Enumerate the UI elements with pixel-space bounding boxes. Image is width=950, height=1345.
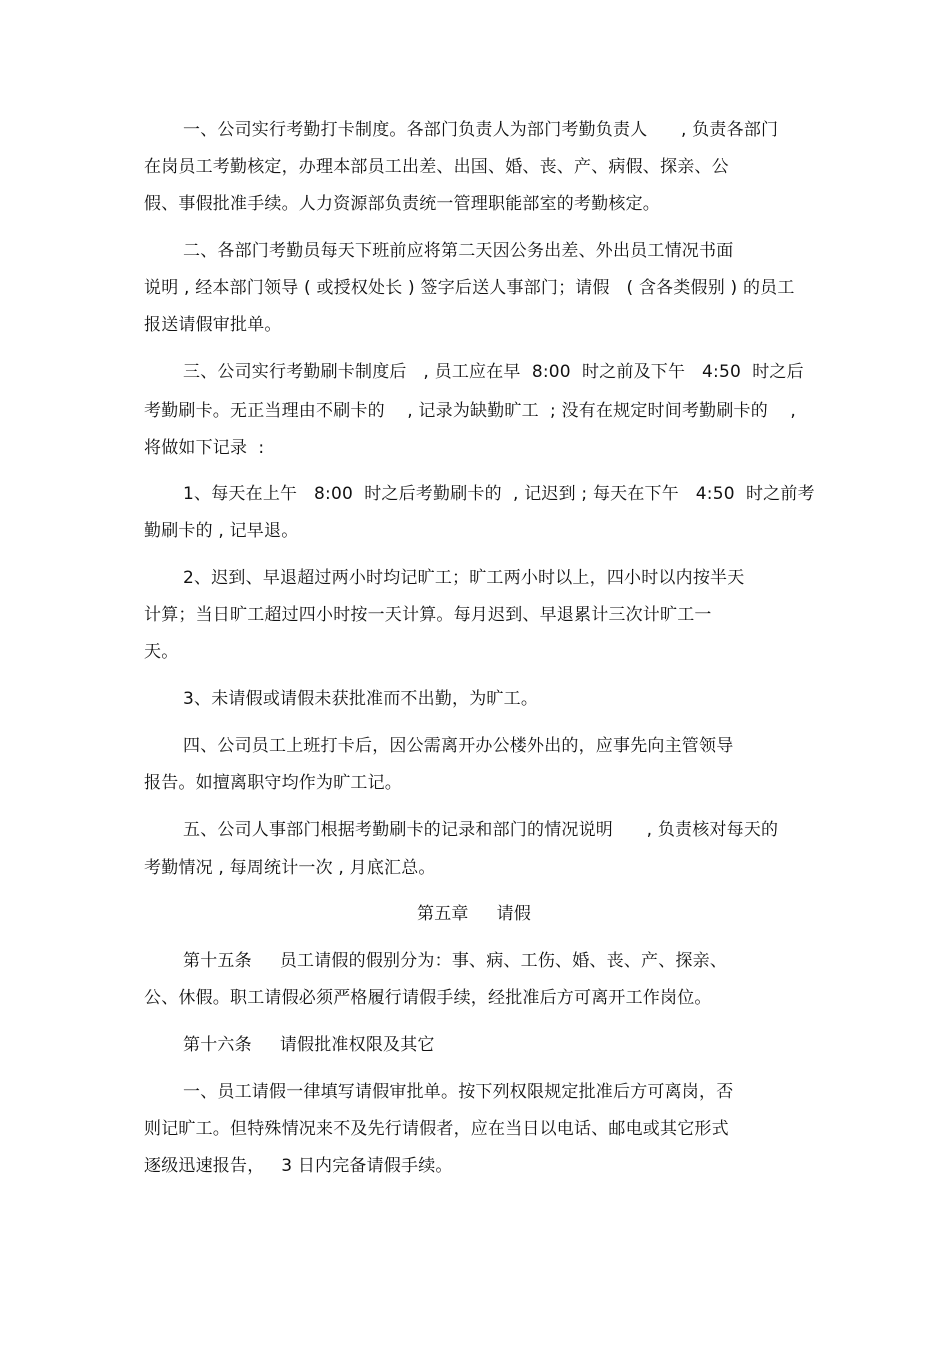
text-line: 则记旷工。但特殊情况来不及先行请假者，应在当日以电话、邮电或其它形式 xyxy=(144,1119,729,1139)
text-line: 3、未请假或请假未获批准而不出勤，为旷工。 xyxy=(183,689,539,709)
text-line: 一、员工请假一律填写请假审批单。按下列权限规定批准后方可离岗，否 xyxy=(183,1082,734,1102)
text-line: 在岗员工考勤核定，办理本部员工出差、出国、婚、丧、产、病假、探亲、公 xyxy=(144,157,729,177)
text-line: 计算；当日旷工超过四小时按一天计算。每月迟到、早退累计三次计旷工一 xyxy=(144,605,712,625)
text-line: 公、休假。职工请假必须严格履行请假手续，经批准后方可离开工作岗位。 xyxy=(144,988,712,1008)
text-line: 报送请假审批单。 xyxy=(144,315,282,335)
chapter-heading: 第五章 请假 xyxy=(417,904,532,924)
text-line: 三、公司实行考勤刷卡制度后 , 员工应在早 8:00 时之前及下午 4:50 时之后 xyxy=(183,362,804,382)
text-line: 五、公司人事部门根据考勤刷卡的记录和部门的情况说明 , 负责核对每天的 xyxy=(183,820,779,840)
text-line: 天。 xyxy=(144,642,179,662)
text-line: 逐级迅速报告， 3 日内完备请假手续。 xyxy=(144,1156,453,1176)
article-heading: 第十六条 请假批准权限及其它 xyxy=(183,1035,435,1055)
text-line: 2、迟到、早退超过两小时均记旷工；旷工两小时以上，四小时以内按半天 xyxy=(183,568,745,588)
text-line: 四、公司员工上班打卡后，因公需离开办公楼外出的，应事先向主管领导 xyxy=(183,736,734,756)
text-line: 考勤情况 , 每周统计一次 , 月底汇总。 xyxy=(144,858,436,878)
text-line: 将做如下记录 : xyxy=(144,438,265,458)
text-line: 说明 , 经本部门领导 ( 或授权处长 ) 签字后送人事部门；请假 ( 含各类假别 ) 的员工 xyxy=(144,278,795,298)
text-line: 勤刷卡的 , 记早退。 xyxy=(144,521,299,541)
text-line: 假、事假批准手续。人力资源部负责统一管理职能部室的考勤核定。 xyxy=(144,194,660,214)
text-line: 第十五条 员工请假的假别分为：事、病、工伤、婚、丧、产、探亲、 xyxy=(183,951,728,971)
text-line: 报告。如擅离职守均作为旷工记。 xyxy=(144,773,402,793)
text-line: 二、各部门考勤员每天下班前应将第二天因公务出差、外出员工情况书面 xyxy=(183,241,734,261)
text-line: 考勤刷卡。无正当理由不刷卡的 , 记录为缺勤旷工 ; 没有在规定时间考勤刷卡的 , xyxy=(144,401,796,421)
text-line: 1、每天在上午 8:00 时之后考勤刷卡的 , 记迟到 ; 每天在下午 4:50 时之前考 xyxy=(183,484,815,504)
text-line: 一、公司实行考勤打卡制度。各部门负责人为部门考勤负责人 , 负责各部门 xyxy=(183,120,779,140)
